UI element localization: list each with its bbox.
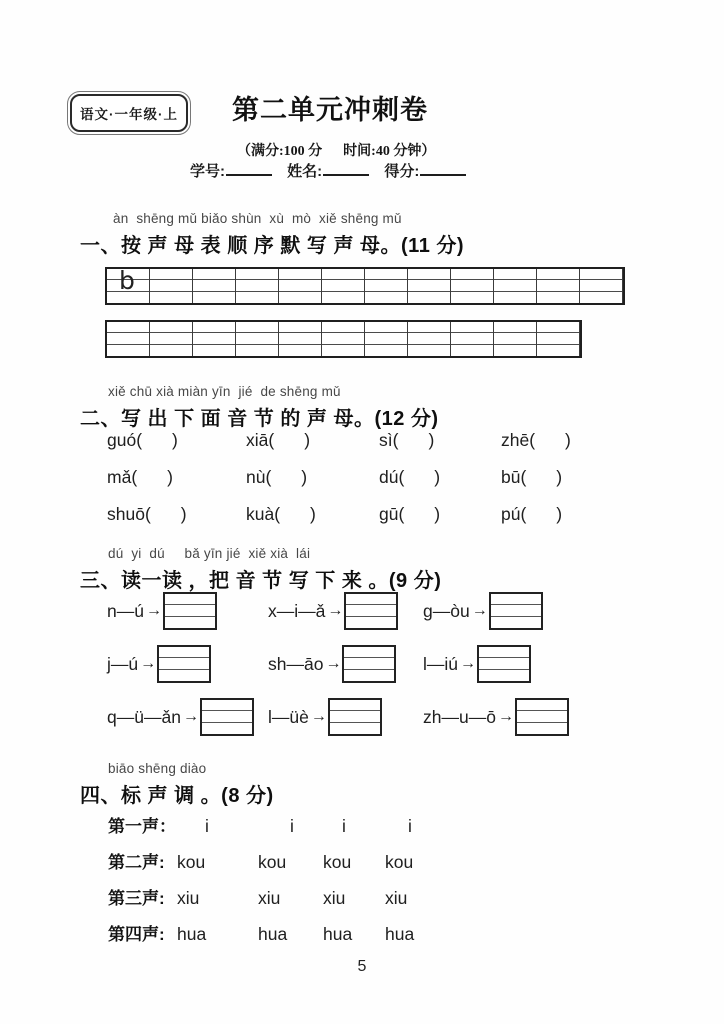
syllable-item xyxy=(246,504,379,525)
section2-row-2 xyxy=(107,467,667,488)
tone-syllable[interactable]: i xyxy=(408,816,412,836)
spelling-item xyxy=(423,592,543,630)
section4-pinyin-hint: biāo shēng diào xyxy=(108,761,207,776)
score-time-info: （满分:100 分 时间:40 分钟） xyxy=(237,144,436,159)
tone-syllable[interactable]: kou xyxy=(258,852,287,872)
page-number: 5 xyxy=(357,958,367,975)
tone-syllable[interactable]: hua xyxy=(385,924,415,944)
paren-open: ( xyxy=(131,467,138,487)
spelling-parts: zh—u—ō xyxy=(423,706,496,727)
arrow-icon: → xyxy=(471,602,488,619)
paren-close: ) xyxy=(556,467,563,487)
tone-syllable[interactable]: hua xyxy=(258,924,288,944)
syllable-item xyxy=(246,467,379,488)
tone-syllable[interactable]: i xyxy=(342,816,346,836)
spelling-parts: sh—āo xyxy=(268,653,324,674)
student-name-field xyxy=(287,163,369,180)
spelling-item xyxy=(107,592,268,630)
syllable: xiā xyxy=(246,430,269,450)
spelling-parts: l—üè xyxy=(268,706,309,727)
tone-syllable[interactable]: kou xyxy=(177,852,206,872)
grade-badge-label: 语文·一年级·上 xyxy=(80,107,178,122)
paren-close: ) xyxy=(180,504,187,524)
tone2-row xyxy=(108,848,413,873)
arrow-icon: → xyxy=(325,655,342,672)
section1-title: 一、按 声 母 表 顺 序 默 写 声 母。(11 分) xyxy=(80,235,465,257)
pinyin-writing-grid-1[interactable] xyxy=(105,267,625,305)
section2-row-1 xyxy=(107,430,667,451)
tone-row-label: 第一声： xyxy=(108,817,176,836)
section3-pinyin-hint: dú yi dú bǎ yīn jié xiě xià lái xyxy=(108,546,311,561)
spelling-item xyxy=(423,645,531,683)
answer-box[interactable] xyxy=(328,698,382,736)
answer-box[interactable] xyxy=(477,645,531,683)
paren-close: ) xyxy=(434,467,441,487)
tone4-row xyxy=(108,920,414,945)
tone-syllable[interactable]: xiu xyxy=(385,888,408,908)
paren-open: ( xyxy=(268,430,275,450)
spelling-item xyxy=(107,645,268,683)
arrow-icon: → xyxy=(182,708,199,725)
spelling-item xyxy=(423,698,569,736)
syllable-item xyxy=(379,430,501,451)
student-name-label: 姓名: xyxy=(287,163,323,180)
spelling-parts: j—ú xyxy=(107,653,139,674)
paren-close: ) xyxy=(556,504,563,524)
student-name-blank[interactable] xyxy=(323,161,369,176)
answer-box[interactable] xyxy=(344,592,398,630)
score-label: 得分: xyxy=(384,163,420,180)
answer-box[interactable] xyxy=(200,698,254,736)
syllable-item xyxy=(501,430,571,451)
section2-pinyin-hint: xiě chū xià miàn yīn jié de shēng mǔ xyxy=(108,384,341,399)
paren-close: ) xyxy=(301,467,308,487)
section3-row-3 xyxy=(107,698,707,736)
tone-syllable[interactable]: i xyxy=(290,816,294,836)
syllable-item xyxy=(379,467,501,488)
paren-open: ( xyxy=(529,430,536,450)
answer-box[interactable] xyxy=(515,698,569,736)
paren-open: ( xyxy=(398,504,405,524)
paren-close: ) xyxy=(172,430,178,450)
section2-row-3 xyxy=(107,504,667,525)
spelling-item xyxy=(107,698,268,736)
score-field xyxy=(384,163,466,180)
prefill-letter: b xyxy=(119,266,135,295)
arrow-icon: → xyxy=(310,708,327,725)
arrow-icon: → xyxy=(140,655,157,672)
paren-close: ) xyxy=(304,430,311,450)
tone-row-label: 第三声: xyxy=(108,889,165,908)
tone-syllable[interactable]: hua xyxy=(323,924,353,944)
syllable-item xyxy=(107,504,246,525)
spelling-item xyxy=(268,698,423,736)
syllable: bū xyxy=(501,467,521,487)
tone-syllable[interactable]: hua xyxy=(177,924,207,944)
arrow-icon: → xyxy=(460,655,477,672)
student-id-label: 学号: xyxy=(190,163,225,180)
section1-pinyin-hint: àn shēng mǔ biǎo shùn xù mò xiě shēng mǔ xyxy=(113,211,402,226)
tone-syllable[interactable]: i xyxy=(205,816,209,836)
paren-open: ( xyxy=(398,467,405,487)
tone-syllable[interactable]: xiu xyxy=(177,888,200,908)
syllable-item xyxy=(246,430,379,451)
paren-open: ( xyxy=(520,504,527,524)
student-id-blank[interactable] xyxy=(226,161,272,176)
tone1-row xyxy=(108,812,412,837)
syllable-item xyxy=(107,430,246,451)
paren-close: ) xyxy=(428,430,435,450)
student-info-line xyxy=(190,160,477,181)
paren-close: ) xyxy=(434,504,441,524)
answer-box[interactable] xyxy=(489,592,543,630)
section4-title: 四、标 声 调 。(8 分) xyxy=(80,785,274,807)
arrow-icon: → xyxy=(327,602,344,619)
paren-close: ) xyxy=(565,430,571,450)
spelling-parts: x—i—ǎ xyxy=(268,600,326,621)
arrow-icon: → xyxy=(145,602,162,619)
paren-close: ) xyxy=(310,504,316,524)
tone3-row xyxy=(108,884,407,909)
syllable: shuō xyxy=(107,504,145,524)
paren-open: ( xyxy=(392,430,399,450)
spelling-parts: n—ú xyxy=(107,600,144,621)
section3-title: 三、读一读 ，把 音 节 写 下 来 。(9 分) xyxy=(80,570,442,592)
tone-syllable[interactable]: kou xyxy=(385,852,414,872)
score-blank[interactable] xyxy=(420,161,466,176)
paren-open: ( xyxy=(144,504,151,524)
paren-open: ( xyxy=(520,467,527,487)
paren-open: ( xyxy=(274,504,281,524)
syllable: sì xyxy=(379,430,393,450)
syllable-item xyxy=(501,467,562,488)
tone-row-label: 第二声: xyxy=(108,853,165,872)
syllable: guó xyxy=(107,430,137,450)
section2-title: 二、写 出 下 面 音 节 的 声 母。(12 分) xyxy=(80,408,439,430)
arrow-icon: → xyxy=(497,708,514,725)
tone-row-label: 第四声: xyxy=(108,925,165,944)
syllable: zhē xyxy=(501,430,530,450)
syllable: kuà xyxy=(246,504,275,524)
paren-open: ( xyxy=(265,467,272,487)
page-title: 第二单元冲刺卷 xyxy=(232,95,428,125)
tone-syllable[interactable]: xiu xyxy=(323,888,346,908)
syllable: nù xyxy=(246,467,266,487)
tone-syllable[interactable]: xiu xyxy=(258,888,281,908)
pinyin-writing-grid-2[interactable] xyxy=(105,320,582,358)
answer-box[interactable] xyxy=(163,592,217,630)
spelling-parts: l—iú xyxy=(423,653,459,674)
spelling-item xyxy=(268,592,423,630)
student-id-field xyxy=(190,163,272,180)
syllable: dú xyxy=(379,467,399,487)
syllable-item xyxy=(501,504,562,525)
answer-box[interactable] xyxy=(157,645,211,683)
syllable: mǎ xyxy=(107,467,132,487)
syllable: pú xyxy=(501,504,521,524)
answer-box[interactable] xyxy=(342,645,396,683)
paren-close: ) xyxy=(167,467,173,487)
spelling-parts: g—òu xyxy=(423,600,470,621)
section3-row-2 xyxy=(107,645,707,683)
spelling-parts: q—ü—ǎn xyxy=(107,706,181,727)
section3-row-1 xyxy=(107,592,707,630)
syllable: gū xyxy=(379,504,399,524)
tone-syllable[interactable]: kou xyxy=(323,852,352,872)
syllable-item xyxy=(379,504,501,525)
spelling-item xyxy=(268,645,423,683)
paren-open: ( xyxy=(136,430,143,450)
syllable-item xyxy=(107,467,246,488)
